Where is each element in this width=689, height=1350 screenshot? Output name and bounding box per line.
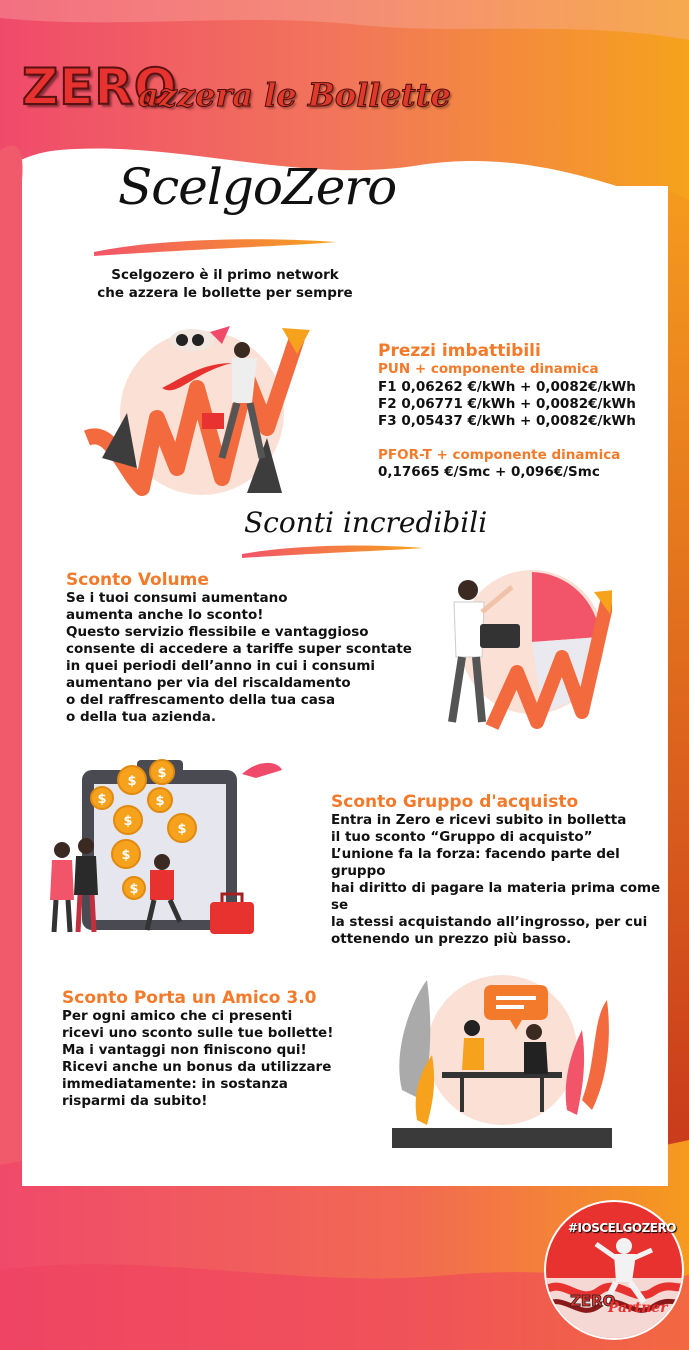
zero-logo-word: ZERO <box>22 58 178 116</box>
gas-heading: PFOR-T + componente dinamica <box>378 447 621 463</box>
friend-title: Sconto Porta un Amico 3.0 <box>62 988 317 1008</box>
badge-zero: ZERO <box>570 1292 616 1310</box>
svg-text:$: $ <box>129 882 139 897</box>
friend-text: Per ogni amico che ci presenti ricevi uno sconto sulle tue bollette! Ma i vantaggi non finiscono qui! Ricevi anche un bonus da utilizzare immediatamente: in sostanza risparmi da subito! <box>62 1008 334 1109</box>
price-f3: F3 0,05437 €/kWh + 0,0082€/kWh <box>378 413 636 429</box>
volume-title: Sconto Volume <box>66 570 209 590</box>
svg-text:$: $ <box>97 792 107 807</box>
price-f1: F1 0,06262 €/kWh + 0,0082€/kWh <box>378 379 636 395</box>
ioscelgozero-badge <box>544 1196 684 1346</box>
svg-text:$: $ <box>157 766 167 781</box>
group-title: Sconto Gruppo d'acquisto <box>331 792 579 812</box>
intro-text <box>80 266 370 302</box>
intro-line-1: Scelgozero è il primo network <box>111 267 339 283</box>
svg-text:$: $ <box>155 794 165 809</box>
badge-partner: Partner <box>608 1300 668 1316</box>
svg-text:$: $ <box>123 814 133 829</box>
friends-meeting-illustration <box>392 970 612 1150</box>
volume-text: Se i tuoi consumi aumentano aumenta anche lo sconto! Questo servizio flessibile e vantaggioso consente di accedere a tariffe super scontate in quei periodi dell’anno in cui i consumi aumentano per via del riscaldamento o del raffrescamento della tua casa o della tua azienda. <box>66 590 412 725</box>
price-f2: F2 0,06771 €/kWh + 0,0082€/kWh <box>378 396 636 412</box>
discounts-underline <box>238 540 428 560</box>
electricity-heading: PUN + componente dinamica <box>378 361 599 377</box>
group-purchase-illustration <box>42 750 292 940</box>
svg-text:$: $ <box>121 848 131 863</box>
logo-tagline: azzera le Bollette <box>138 76 451 114</box>
group-text: Entra in Zero e ricevi subito in bolletta il tuo sconto “Gruppo di acquisto” L’unione fa la forza: facendo parte del gruppo hai diritto di pagare la materia prima come se la stessi acquistando all’ingrosso, per cui ottenendo un prezzo più basso. <box>331 812 661 947</box>
brand-title: ScelgoZero <box>118 158 397 216</box>
rocket-hero-illustration <box>82 318 312 498</box>
discounts-title: Sconti incredibili <box>244 506 488 539</box>
svg-text:$: $ <box>177 822 187 837</box>
badge-hashtag: #IOSCELGOZERO <box>568 1221 676 1235</box>
growth-chart-illustration <box>432 562 612 732</box>
intro-line-2: che azzera le bollette per sempre <box>97 285 353 301</box>
gas-price: 0,17665 €/Smc + 0,096€/Smc <box>378 464 600 480</box>
brand-underline <box>90 232 340 258</box>
svg-text:$: $ <box>127 774 137 789</box>
prices-title: Prezzi imbattibili <box>378 341 541 361</box>
